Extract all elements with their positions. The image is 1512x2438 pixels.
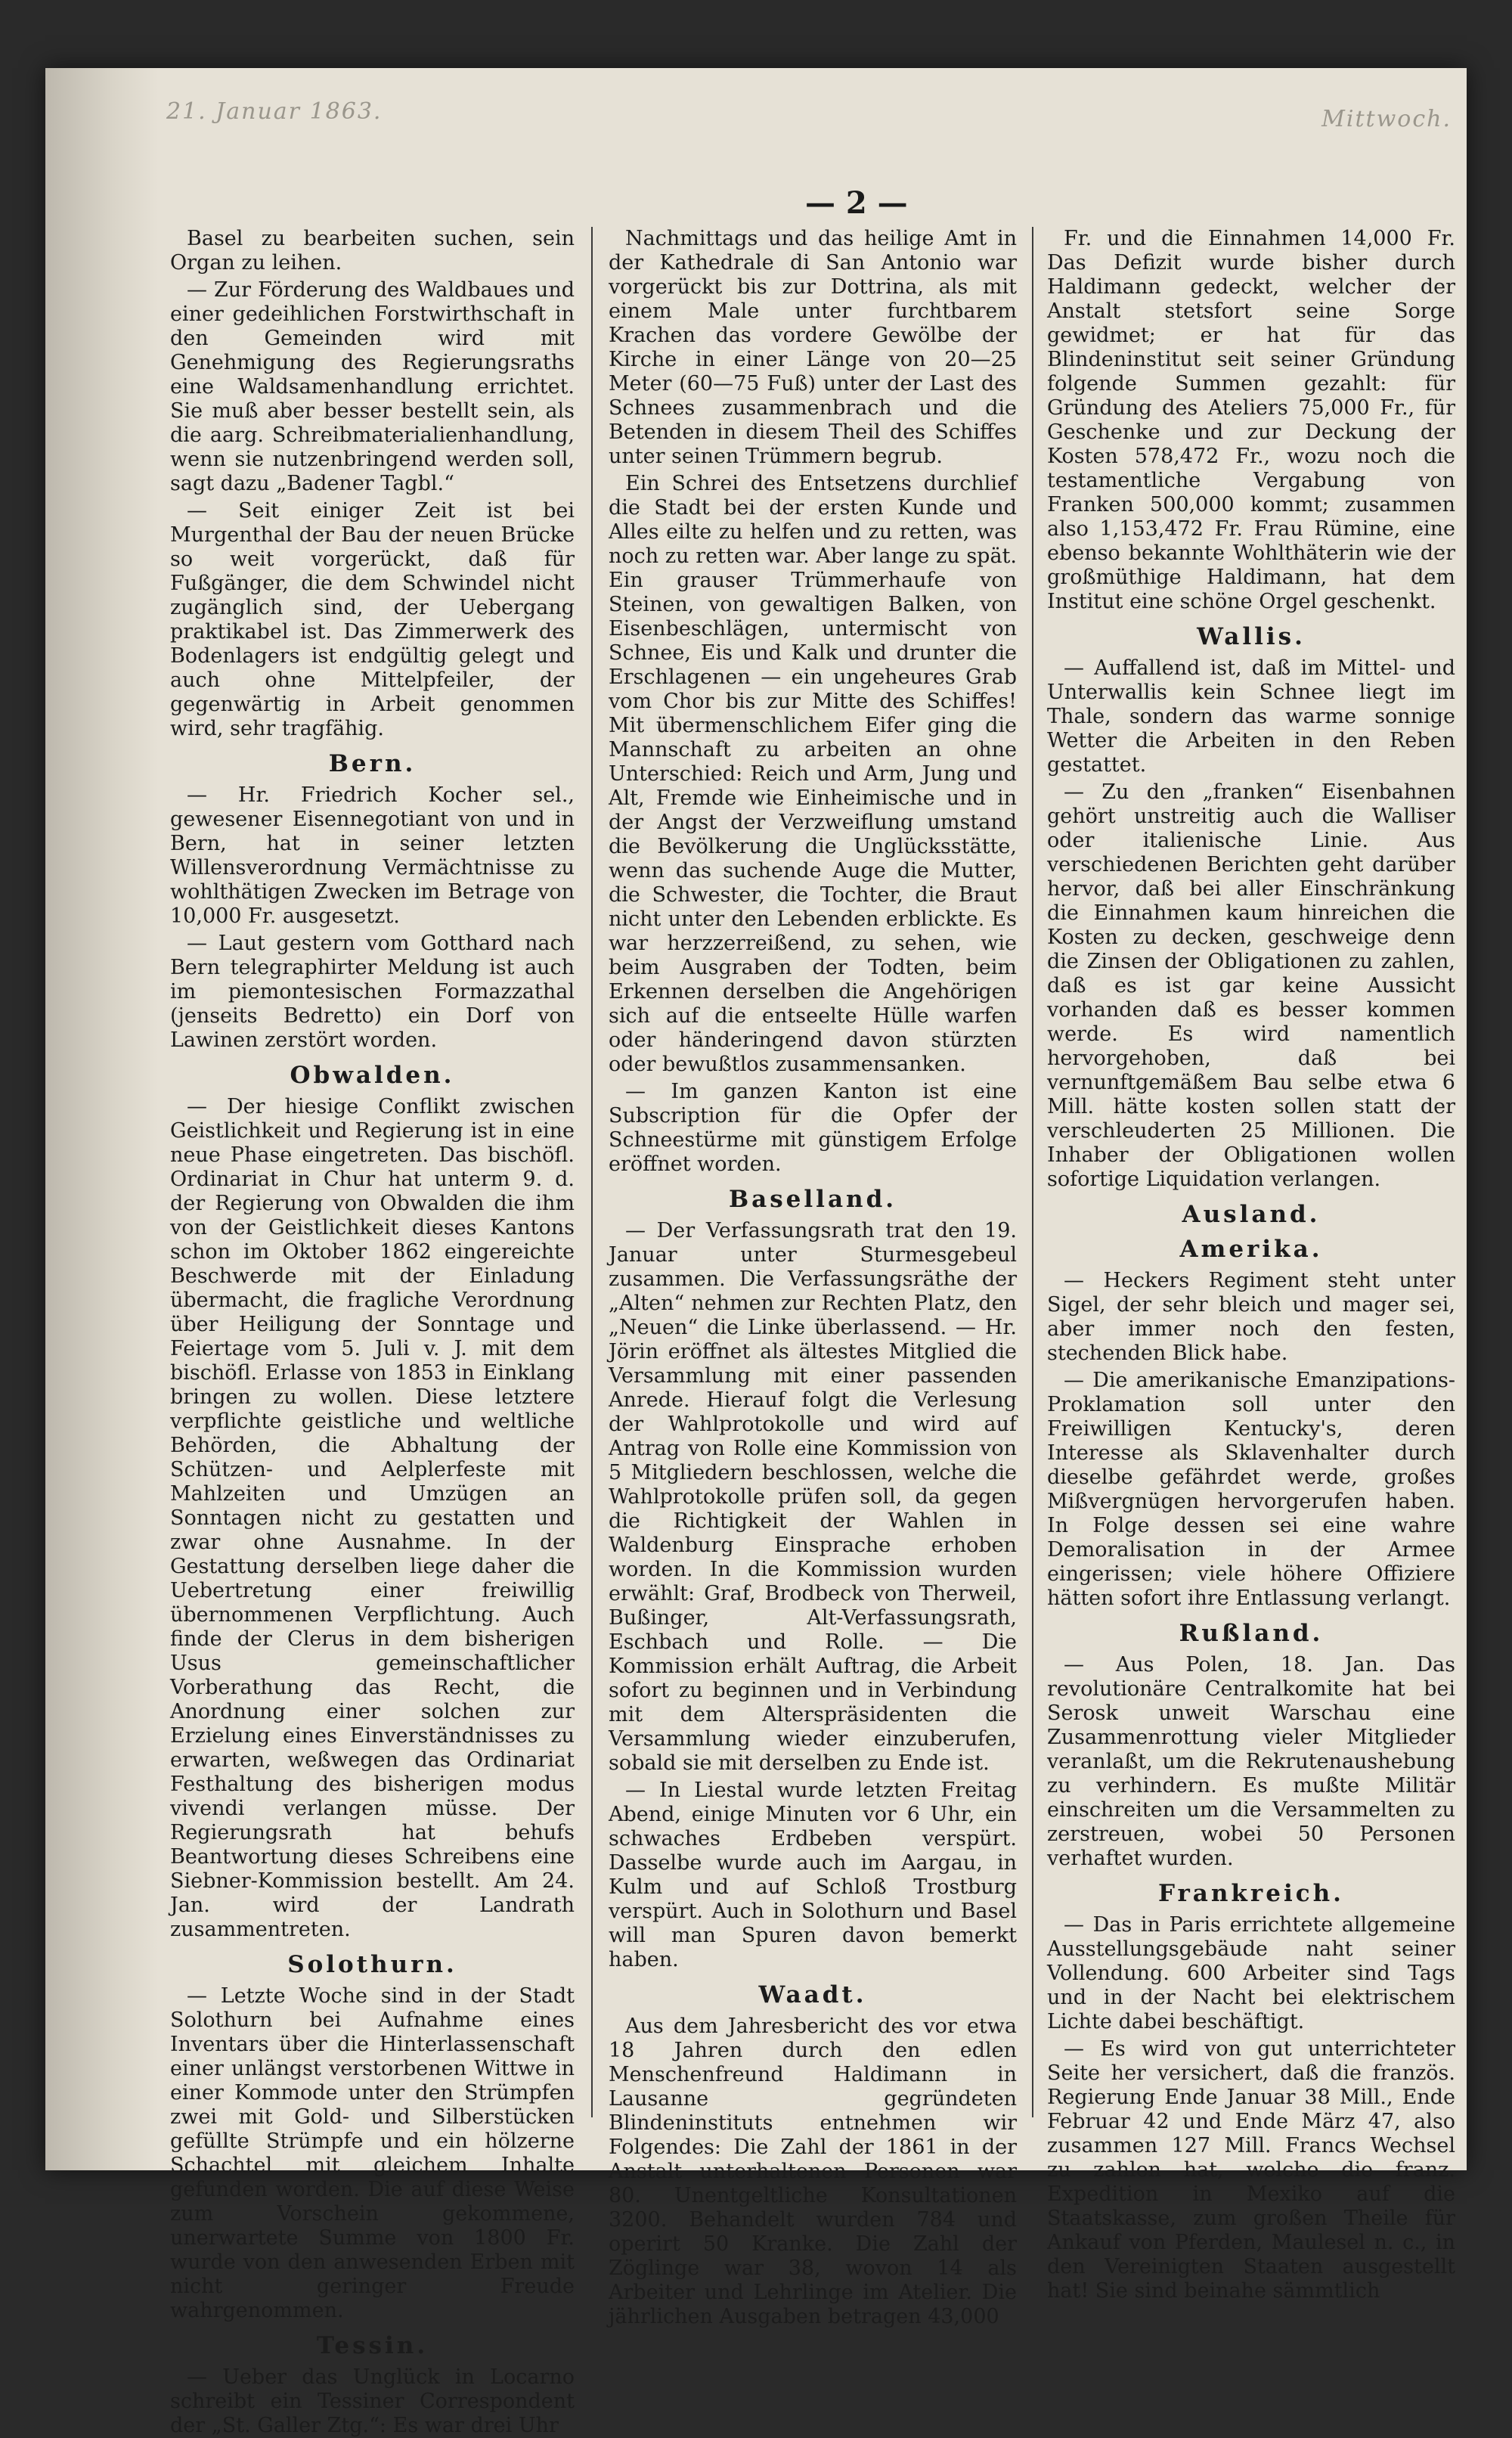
column-rule — [1032, 227, 1033, 2117]
bleed-weekday: Mittwoch. — [1321, 106, 1452, 132]
paragraph: — Auffallend ist, daß im Mittel- und Unterwallis kein Schnee liegt im Thale, sondern das warme sonnige Wetter die Arbeiten in den Reben gestattet. — [1047, 656, 1455, 777]
paragraph: — Ueber das Unglück in Locarno schreibt ein Tessiner Correspondent der „St. Galler Ztg.“: Es war drei Uhr — [170, 2365, 575, 2437]
bleed-date: 21. Januar 1863. — [166, 98, 383, 125]
paragraph: — Das in Paris errichtete allgemeine Ausstellungsgebäude naht seiner Vollendung. 600 Arbeiter sind Tags und in der Nacht bei elektrischem Lichte dabei beschäftigt. — [1047, 1913, 1455, 2033]
paragraph: — Zur Förderung des Waldbaues und einer gedeihlichen Forstwirthschaft in den Gemeinden wird mit Genehmigung des Regierungsraths eine Waldsamenhandlung errichtet. Sie muß aber besser bestellt sein, als die aarg. Schreibmaterialienhandlung, wenn sie nutzenbringend werden soll, sagt dazu „Badener Tagbl.“ — [170, 278, 575, 495]
subsection-heading: Frankreich. — [1158, 1880, 1344, 1907]
page-gutter — [45, 68, 159, 2170]
paragraph: — Zu den „franken“ Eisenbahnen gehört unstreitig auch die Walliser oder italienische Linie. Aus verschiedenen Berichten geht darüber hervor, daß bei aller Einschränkung die Einnahmen kaum hinreichen die Kosten zu decken, geschweige denn die Zinsen der Obligationen zu zahlen, daß es ist gar keine Aussicht vorhanden daß es besser kommen werde. Es wird namentlich hervorgehoben, daß bei vernunftgemäßem Bau selbe etwa 6 Mill. hätte kosten sollen statt der verschleuderten 25 Millionen. Die Inhaber der Obligationen wollen sofortige Liquidation verlangen. — [1047, 780, 1455, 1191]
section-heading: Bern. — [328, 750, 417, 777]
section-heading: Solothurn. — [287, 1951, 457, 1978]
subsection-heading: Amerika. — [1179, 1236, 1323, 1263]
paragraph: Ein Schrei des Entsetzens durchlief die Stadt bei der ersten Kunde und Alles eilte zu helfen und zu retten, was noch zu retten war. Aber lange zu spät. Ein grauser Trümmerhaufe von Steinen, von gewaltigen Balken, von Eisenbeschlägen, untermischt von Schnee, Eis und Kalk und drunter die Erschlagenen — ein ungeheures Grab vom Chor bis zur Mitte des Schiffes! Mit übermenschlichem Eifer ging die Mannschaft zu arbeiten an ohne Unterschied: Reich und Arm, Jung und Alt, Fremde wie Einheimische und in der Angst der Verzweiflung umstand die Bevölkerung die Unglücksstätte, wenn das suchende Auge die Mutter, die Schwester, die Tochter, die Braut nicht unter den Lebenden erblickte. Es war herzzerreißend, zu sehen, wie beim Ausgraben der Todten, beim Erkennen derselben die Angehörigen sich auf die entseelte Hülle warfen oder händeringend davon stürzten oder bewußtlos zusammensanken. — [609, 472, 1017, 1076]
column-2 — [609, 227, 1017, 2328]
paragraph: — Seit einiger Zeit ist bei Murgenthal der Bau der neuen Brücke so weit vorgerückt, daß für Fußgänger, die dem Schwindel nicht zugänglich sind, der Uebergang praktikabel ist. Das Zimmerwerk des Bodenlagers ist endgültig gelegt und auch ohne Mittelpfeiler, der gegenwärtig in Arbeit genommen wird, sehr tragfähig. — [170, 499, 575, 740]
top-bleed-through — [159, 68, 1467, 151]
column-1 — [170, 227, 575, 2437]
column-3 — [1047, 227, 1455, 2303]
section-heading: Ausland. — [1182, 1201, 1321, 1228]
newspaper-page — [45, 68, 1467, 2437]
subsection-heading: Rußland. — [1179, 1620, 1324, 1647]
paragraph: — Der hiesige Conflikt zwischen Geistlichkeit und Regierung ist in eine neue Phase eingetreten. Das bischöfl. Ordinariat in Chur hat unterm 9. d. der Regierung von Obwalden die ihm von der Geistlichkeit dieses Kantons schon im Oktober 1862 eingereichte Beschwerde mit der Einladung übermacht, die fragliche Verordnung über Heiligung der Sonntage und Feiertage vom 5. Juli v. J. mit dem bischöfl. Erlasse von 1853 in Einklang bringen zu wollen. Diese letztere verpflichte geistliche und weltliche Behörden, die Abhaltung der Schützen- und Aelplerfeste mit Mahlzeiten und Umzügen an Sonntagen nicht zu gestatten und zwar ohne Ausnahme. In der Gestattung derselben liege daher die Uebertretung einer freiwillig übernommenen Verpflichtung. Auch finde der Clerus in dem bisherigen Usus gemeinschaftlicher Vorberathung das Recht, die Anordnung einer solchen zur Erzielung eines Einverständnisses zu erwarten, weßwegen das Ordinariat Festhaltung des bisherigen modus vivendi verlangen müsse. Der Regierungsrath hat behufs Beantwortung dieses Schreibens eine Siebner-Kommission bestellt. Am 24. Jan. wird der Landrath zusammentreten. — [170, 1095, 575, 1941]
section-heading: Wallis. — [1197, 623, 1306, 650]
paragraph: Basel zu bearbeiten suchen, sein Organ zu leihen. — [170, 227, 575, 275]
paragraph: — Es wird von gut unterrichteter Seite her versichert, daß die französ. Regierung Ende Januar 38 Mill., Ende Februar 42 und Ende März 47, also zusammen 127 Mill. Francs Wechsel zu zahlen hat, welche die franz. Expedition in Mexiko auf die Staatskasse, zum großen Theile für Ankauf von Pferden, Maulesel n. c., in den Vereinigten Staaten ausgestellt hat! Sie sind beinahe sämmtlich — [1047, 2037, 1455, 2303]
paragraph: Nachmittags und das heilige Amt in der Kathedrale di San Antonio war vorgerückt bis zur Dottrina, als mit einem Male unter furchtbarem Krachen das vordere Gewölbe der Kirche in einer Länge von 20—25 Meter (60—75 Fuß) unter der Last des Schnees zusammenbrach und die Betenden in diesem Theil des Schiffes unter seinen Trümmern begrub. — [609, 227, 1017, 468]
column-rule — [591, 227, 593, 2117]
paragraph: — Hr. Friedrich Kocher sel., gewesener Eisennegotiant von und in Bern, hat in seiner letzten Willensverordnung Vermächtnisse zu wohlthätigen Zwecken im Betrage von 10,000 Fr. ausgesetzt. — [170, 783, 575, 928]
section-heading: Baselland. — [728, 1186, 897, 1213]
paragraph: — Letzte Woche sind in der Stadt Solothurn bei Aufnahme eines Inventars über die Hinterlassenschaft einer unlängst verstorbenen Wittwe in einer Kommode unter den Strümpfen zwei mit Gold- und Silberstücken gefüllte Strümpfe und ein hölzerne Schachtel mit gleichem Inhalte gefunden worden. Die auf diese Weise zum Vorschein gekommene, unerwartete Summe von 1800 Fr. wurde von den anwesenden Erben mit nicht geringer Freude wahrgenommen. — [170, 1984, 575, 2322]
paragraph: — Der Verfassungsrath trat den 19. Januar unter Sturmesgebeul zusammen. Die Verfassungsräthe der „Alten“ nehmen zur Rechten Platz, den „Neuen“ die Linke überlassend. — Hr. Jörin eröffnet als ältestes Mitglied die Versammlung mit einer passenden Anrede. Hierauf folgt die Verlesung der Wahlprotokolle und wird auf Antrag von Rolle eine Kommission von 5 Mitgliedern beschlossen, welche die Wahlprotokolle prüfen soll, da gegen die Richtigkeit der Wahlen in Waldenburg Einsprache erhoben worden. In die Kommission wurden erwählt: Graf, Brodbeck von Therweil, Bußinger, Alt-Verfassungsrath, Eschbach und Rolle. — Die Kommission erhält Auftrag, die Arbeit sofort zu beginnen und in Verbindung mit dem Alterspräsidenten die Versammlung wieder einzuberufen, sobald sie mit derselben zu Ende ist. — [609, 1219, 1017, 1775]
paragraph: — Heckers Regiment steht unter Sigel, der sehr bleich und mager sei, aber immer noch den festen, stechenden Blick habe. — [1047, 1269, 1455, 1365]
paragraph: Aus dem Jahresbericht des vor etwa 18 Jahren durch den edlen Menschenfreund Haldimann in Lausanne gegründeten Blindeninstituts entnehmen wir Folgendes: Die Zahl der 1861 in der Anstalt unterhaltenen Personen war 80. Unentgeltliche Konsultationen 3200. Behandelt wurden 784 und operirt 50 Kranke. Die Zahl der Zöglinge war 38, wovon 14 als Arbeiter und Lehrlinge im Atelier. Die jährlichen Ausgaben betragen 43,000 — [609, 2015, 1017, 2328]
paragraph: — In Liestal wurde letzten Freitag Abend, einige Minuten vor 6 Uhr, ein schwaches Erdbeben verspürt. Dasselbe wurde auch im Aargau, in Kulm und auf Schloß Trostburg verspürt. Auch in Solothurn und Basel will man Spuren davon bemerkt haben. — [609, 1779, 1017, 1971]
paragraph: — Aus Polen, 18. Jan. Das revolutionäre Centralkomite hat bei Serosk unweit Warschau eine Zusammenrottung vieler Mitglieder veranlaßt, um die Rekrutenaushebung zu verhindern. Es mußte Militär einschreiten um die Versammelten zu zerstreuen, wobei 50 Personen verhaftet wurden. — [1047, 1653, 1455, 1870]
section-heading: Tessin. — [316, 2332, 429, 2359]
page-number: — 2 — — [805, 185, 908, 221]
paragraph: — Die amerikanische Emanzipations-Proklamation soll unter den Freiwilligen Kentucky's, deren Interesse als Sklavenhalter durch dieselbe gefährdet werde, großes Mißvergnügen hervorgerufen haben. In Folge dessen sei eine wahre Demoralisation in der Armee eingerissen; viele höhere Offiziere hätten sofort ihre Entlassung verlangt. — [1047, 1369, 1455, 1610]
paragraph: Fr. und die Einnahmen 14,000 Fr. Das Defizit wurde bisher durch Haldimann gedeckt, welcher der Anstalt stetsfort seine Sorge gewidmet; er hat für das Blindeninstitut seit seiner Gründung folgende Summen gezahlt: für Gründung des Ateliers 75,000 Fr., für Geschenke und zur Deckung der Kosten 578,472 Fr., wozu noch die testamentliche Vergabung von Franken 500,000 kommt; zusammen also 1,153,472 Fr. Frau Rümine, eine ebenso bekannte Wohlthäterin wie der großmüthige Haldimann, hat dem Institut eine schöne Orgel geschenkt. — [1047, 227, 1455, 613]
section-heading: Waadt. — [758, 1981, 867, 2008]
paragraph: — Im ganzen Kanton ist eine Subscription für die Opfer der Schneestürme mit günstigem Erfolge eröffnet worden. — [609, 1080, 1017, 1176]
section-heading: Obwalden. — [290, 1062, 455, 1089]
paragraph: — Laut gestern vom Gotthard nach Bern telegraphirter Meldung ist auch im piemontesischen Formazzathal (jenseits Bedretto) ein Dorf von Lawinen zerstört worden. — [170, 932, 575, 1052]
